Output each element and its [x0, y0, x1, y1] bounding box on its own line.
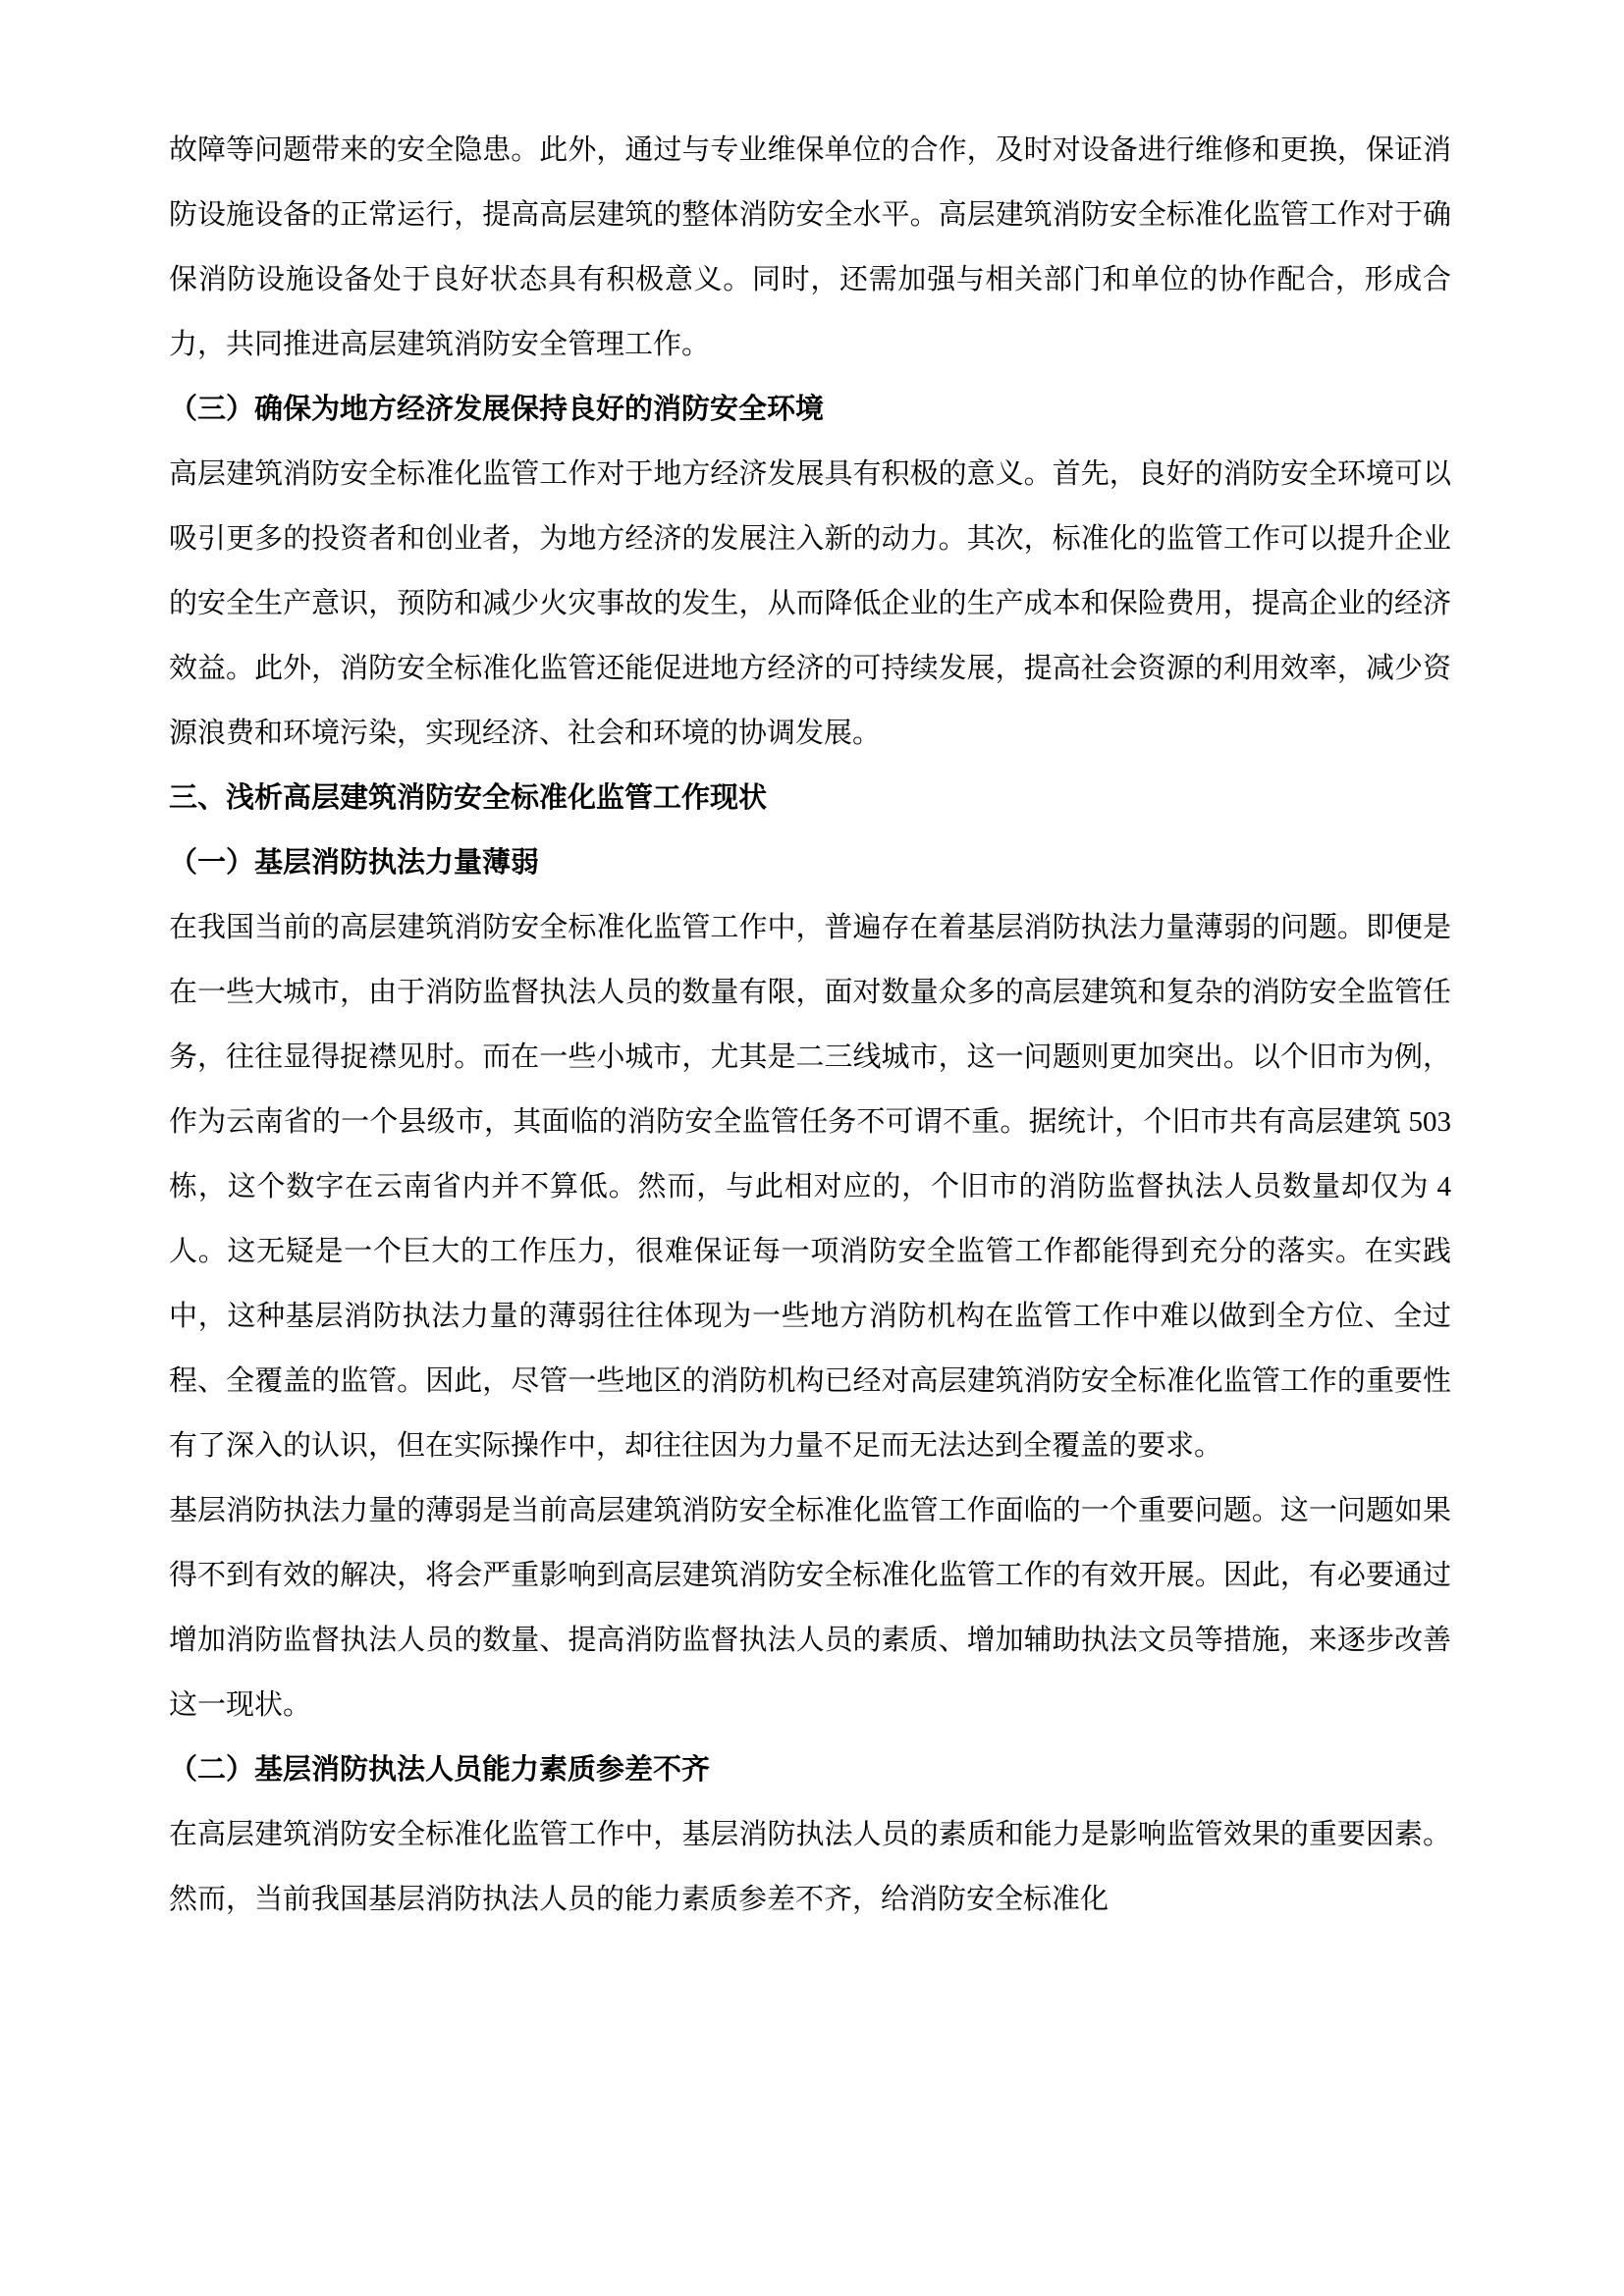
body-paragraph-weak-enforcement-detail: 在我国当前的高层建筑消防安全标准化监管工作中，普遍存在着基层消防执法力量薄弱的问题。即便是在一些大城市，由于消防监督执法人员的数量有限，面对数量众多的高层建筑和复杂的消防安全监管任务，往往显得捉襟见肘。而在一些小城市，尤其是二三线城市，这一问题则更加突出。以个旧市为例，作为云南省的一个县级市，其面临的消防安全监管任务不可谓不重。据统计，个旧市共有高层建筑 503 栋，这个数字在云南省内并不算低。然而，与此相对应的，个旧市的消防监督执法人员数量却仅为 4 人。这无疑是一个巨大的工作压力，很难保证每一项消防安全监管工作都能得到充分的落实。在实践中，这种基层消防执法力量的薄弱往往体现为一些地方消防机构在监管工作中难以做到全方位、全过程、全覆盖的监管。因此，尽管一些地区的消防机构已经对高层建筑消防安全标准化监管工作的重要性有了深入的认识，但在实际操作中，却往往因为力量不足而无法达到全覆盖的要求。	[169, 912, 1451, 1462]
body-paragraph-maintenance-cooperation: 故障等问题带来的安全隐患。此外，通过与专业维保单位的合作，及时对设备进行维修和更换，保证消防设施设备的正常运行，提高高层建筑的整体消防安全水平。高层建筑消防安全标准化监管工作对于确保消防设施设备处于良好状态具有积极意义。同时，还需加强与相关部门和单位的协作配合，形成合力，共同推进高层建筑消防安全管理工作。	[169, 134, 1451, 360]
body-paragraph-economic-benefits: 高层建筑消防安全标准化监管工作对于地方经济发展具有积极的意义。首先，良好的消防安全环境可以吸引更多的投资者和创业者，为地方经济的发展注入新的动力。其次，标准化的监管工作可以提升企业的安全生产意识，预防和减少火灾事故的发生，从而降低企业的生产成本和保险费用，提高企业的经济效益。此外，消防安全标准化监管还能促进地方经济的可持续发展，提高社会资源的利用效率，减少资源浪费和环境污染，实现经济、社会和环境的协调发展。	[169, 458, 1451, 749]
section-heading-2-uneven-quality: （二）基层消防执法人员能力素质参差不齐	[169, 1754, 711, 1786]
section-heading-1-weak-enforcement: （一）基层消防执法力量薄弱	[169, 847, 540, 879]
body-paragraph-uneven-quality-intro: 在高层建筑消防安全标准化监管工作中，基层消防执法人员的素质和能力是影响监管效果的重要因素。然而，当前我国基层消防执法人员的能力素质参差不齐，给消防安全标准化	[169, 1819, 1451, 1915]
body-paragraph-weak-enforcement-conclusion: 基层消防执法力量的薄弱是当前高层建筑消防安全标准化监管工作面临的一个重要问题。这一问题如果得不到有效的解决，将会严重影响到高层建筑消防安全标准化监管工作的有效开展。因此，有必要通过增加消防监督执法人员的数量、提高消防监督执法人员的素质、增加辅助执法文员等措施，来逐步改善这一现状。	[169, 1495, 1451, 1721]
section-heading-3-economic-environment: （三）确保为地方经济发展保持良好的消防安全环境	[169, 394, 825, 425]
chapter-heading-3-status-analysis: 三、浅析高层建筑消防安全标准化监管工作现状	[169, 782, 768, 814]
